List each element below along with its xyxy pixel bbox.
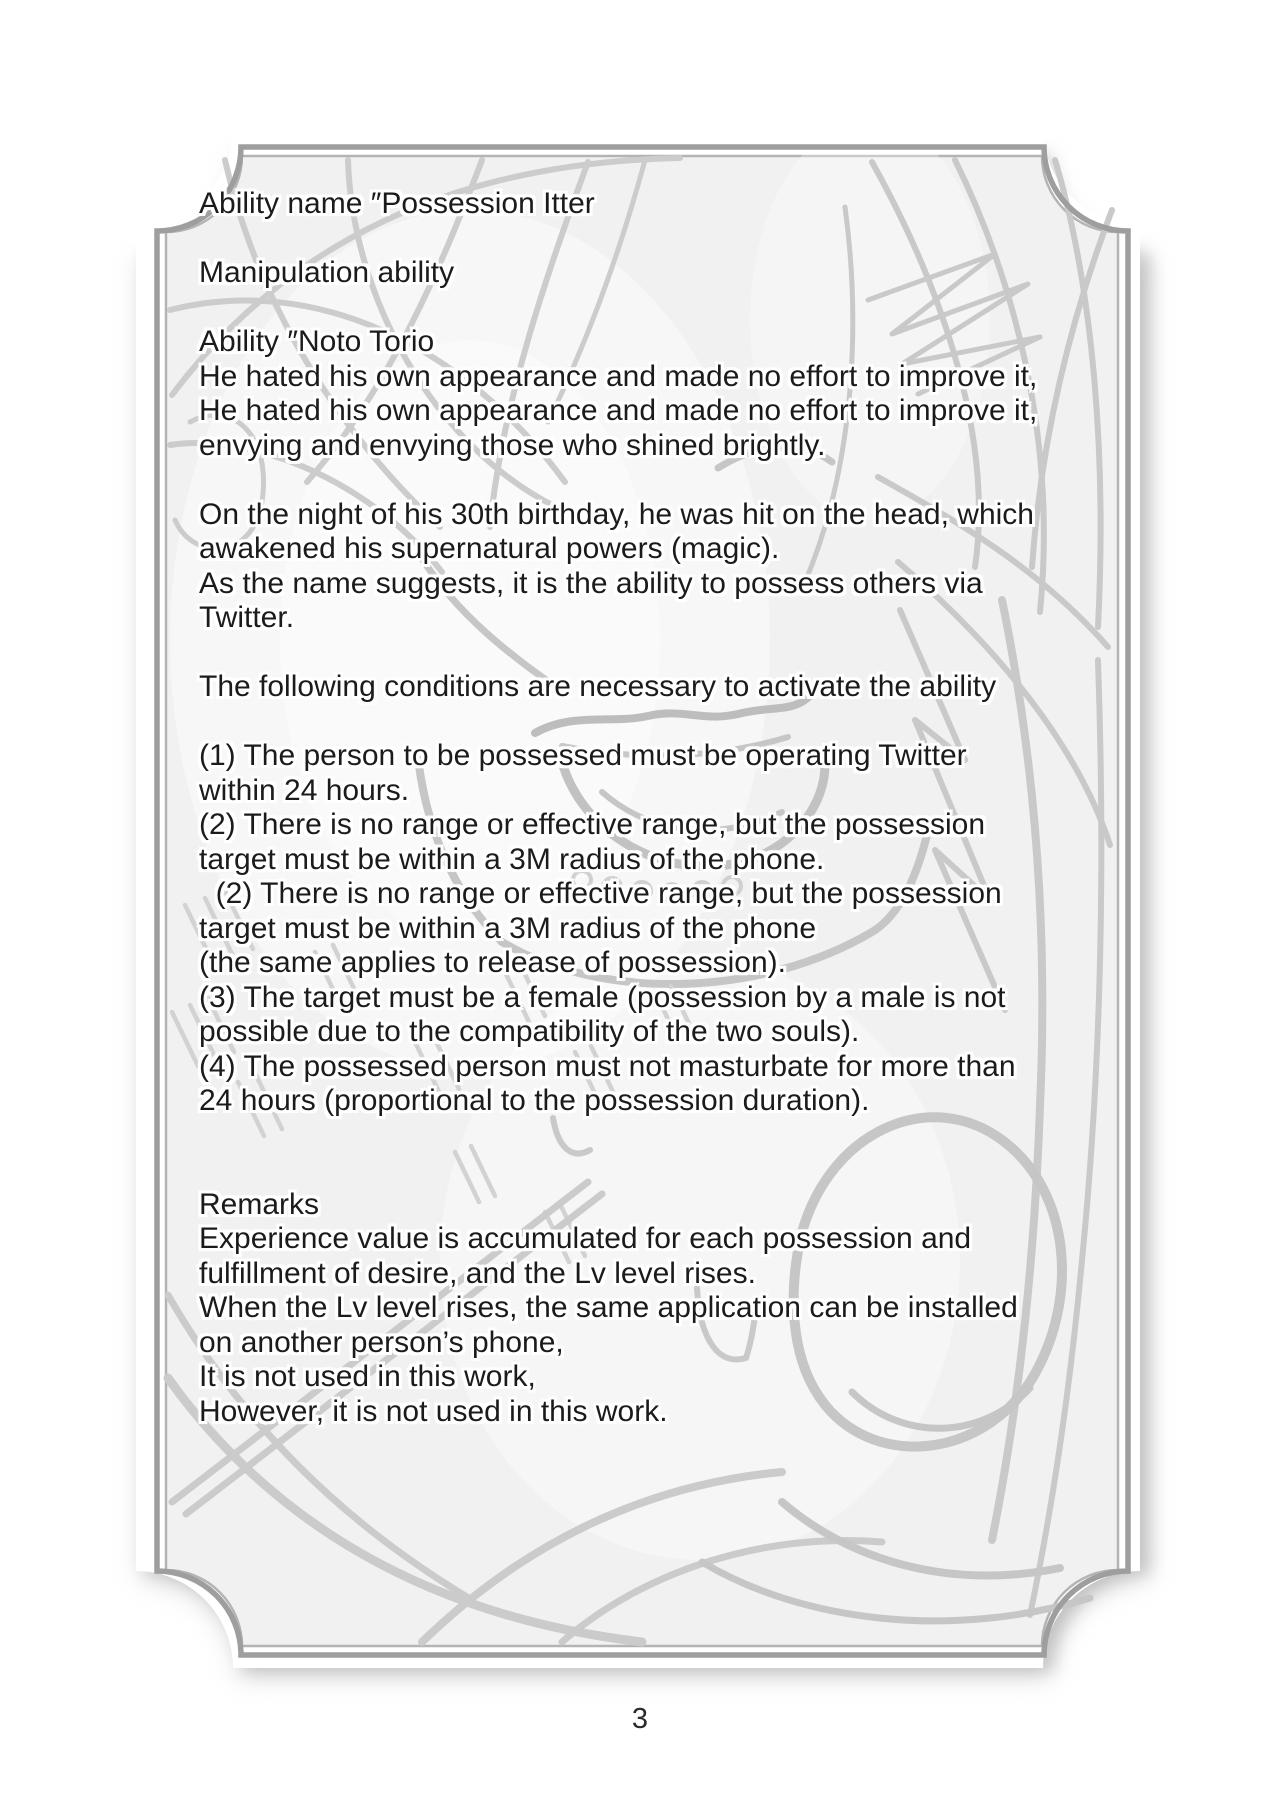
text-line: As the name suggests, it is the ability to possess others via bbox=[199, 566, 983, 600]
blank-line bbox=[199, 1119, 1129, 1154]
text-line: It is not used in this work, bbox=[199, 1360, 536, 1393]
blank-line bbox=[199, 463, 1129, 498]
text-line: 24 hours (proportional to the possession duration). bbox=[199, 1084, 870, 1117]
text-line: (1) The person to be possessed must be operating Twitter bbox=[199, 739, 967, 772]
text-line: The following conditions are necessary to activate the ability bbox=[199, 670, 997, 703]
text-line: (2) There is no range or effective range, but the possession bbox=[199, 877, 1002, 910]
text-line: fulfillment of desire, and the Lv level rises. bbox=[199, 1256, 756, 1290]
text-line: He hated his own appearance and made no effort to improve it, bbox=[199, 359, 1038, 393]
text-line: within 24 hours. bbox=[199, 773, 410, 807]
page-number: 3 bbox=[631, 1703, 649, 1735]
blank-line bbox=[199, 636, 1129, 671]
text-line: envying and envying those who shined brightly. bbox=[199, 428, 826, 462]
text-line: awakened his supernatural powers (magic). bbox=[199, 532, 780, 565]
text-line: On the night of his 30th birthday, he was hit on the head, which bbox=[199, 497, 1034, 531]
text-line: target must be within a 3M radius of the phone. bbox=[199, 842, 825, 876]
page-text bbox=[199, 187, 1129, 1429]
blank-line bbox=[199, 705, 1129, 740]
text-line: Twitter. bbox=[199, 601, 295, 634]
text-line: (the same applies to release of possession). bbox=[199, 946, 786, 979]
blank-line bbox=[199, 291, 1129, 326]
text-line: Ability name ″Possession Itter bbox=[199, 187, 595, 220]
text-line: (2) There is no range or effective range, but the possession bbox=[199, 808, 986, 841]
text-line: (4) The possessed person must not masturbate for more than bbox=[199, 1049, 1016, 1083]
text-line: Manipulation ability bbox=[199, 256, 455, 289]
blank-line bbox=[199, 222, 1129, 257]
text-line: Remarks bbox=[199, 1187, 320, 1221]
text-line: When the Lv level rises, the same application can be installed bbox=[199, 1291, 1018, 1324]
text-line: He hated his own appearance and made no effort to improve it, bbox=[199, 394, 1038, 427]
text-line: (3) The target must be a female (possession by a male is not bbox=[199, 980, 1006, 1014]
text-line: target must be within a 3M radius of the phone bbox=[199, 911, 817, 945]
text-line: possible due to the compatibility of the two souls). bbox=[199, 1015, 860, 1048]
blank-line bbox=[199, 1153, 1129, 1188]
text-line: on another person’s phone, bbox=[199, 1325, 564, 1359]
text-line: Ability ″Noto Torio bbox=[199, 325, 435, 358]
text-line: However, it is not used in this work. bbox=[199, 1394, 668, 1428]
text-line: Experience value is accumulated for each possession and bbox=[199, 1222, 972, 1255]
